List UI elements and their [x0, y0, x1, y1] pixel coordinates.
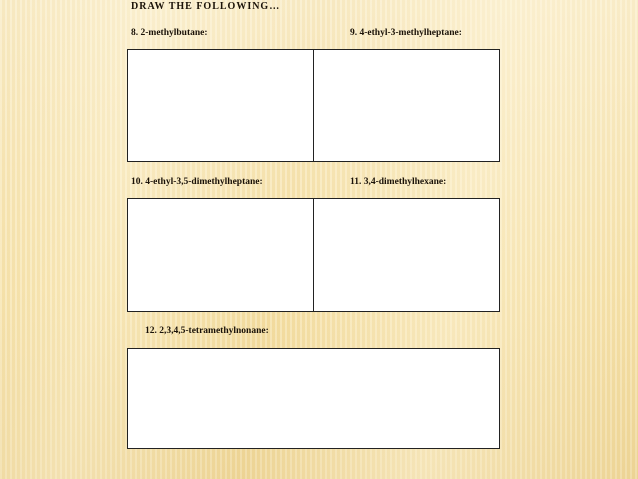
problem-12-drawing-box[interactable] [127, 348, 500, 449]
problem-12-label: 12. 2,3,4,5-tetramethylnonane: [145, 326, 269, 336]
problem-9-label: 9. 4-ethyl-3-methylheptane: [350, 28, 462, 38]
problem-9-drawing-box[interactable] [313, 49, 500, 162]
worksheet-heading: DRAW THE FOLLOWING… [131, 1, 281, 12]
problem-8-drawing-box[interactable] [127, 49, 315, 162]
problem-10-label: 10. 4-ethyl-3,5-dimethylheptane: [131, 177, 263, 187]
problem-10-drawing-box[interactable] [127, 198, 315, 312]
problem-11-label: 11. 3,4-dimethylhexane: [350, 177, 447, 187]
problem-11-drawing-box[interactable] [313, 198, 500, 312]
problem-8-label: 8. 2-methylbutane: [131, 28, 208, 38]
